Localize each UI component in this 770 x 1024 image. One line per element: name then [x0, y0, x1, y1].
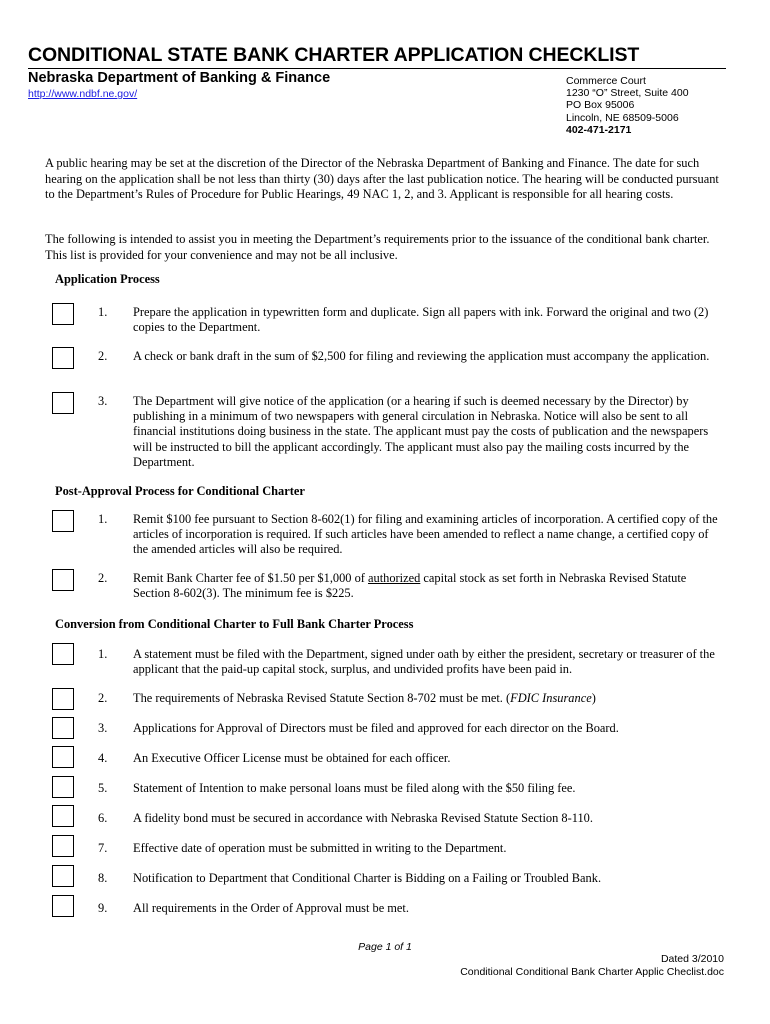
item-number: 9. [98, 901, 108, 915]
checkbox[interactable] [52, 510, 74, 532]
title-divider [28, 68, 726, 69]
document-filename: Conditional Conditional Bank Charter Applic Checlist.doc [460, 966, 724, 978]
item-number: 3. [98, 721, 108, 735]
item-number: 4. [98, 751, 108, 765]
intro-paragraph-hearing: A public hearing may be set at the discretion of the Director of the Nebraska Department of Banking and Finance. The date for such hearing on the application shall be not less than thirty (30) days after the last publication notice. The hearing will be conducted pursuant to the Department’s Rules of Procedure for Public Hearings, 49 NAC 1, 2, and 3. Applicant is responsible for all hearing costs. [45, 156, 719, 201]
department-url-link[interactable]: http://www.ndbf.ne.gov/ [28, 88, 138, 100]
item-number: 8. [98, 871, 108, 885]
section-heading-application-process: Application Process [55, 272, 160, 286]
item-text: Effective date of operation must be submitted in writing to the Department. [133, 841, 507, 855]
checkbox[interactable] [52, 569, 74, 591]
address-line-1: Commerce Court [566, 75, 646, 87]
item-text [133, 571, 718, 601]
section-heading-post-approval: Post-Approval Process for Conditional Charter [55, 484, 305, 498]
item-text: Applications for Approval of Directors must be filed and approved for each director on the Board. [133, 721, 619, 735]
address-line-2: 1230 “O” Street, Suite 400 [566, 87, 689, 100]
department-name: Nebraska Department of Banking & Finance [28, 70, 331, 86]
item-text: Statement of Intention to make personal loans must be filed along with the $50 filing fee. [133, 781, 576, 795]
address-block [566, 75, 689, 136]
item-number: 6. [98, 811, 108, 825]
item-number: 2. [98, 349, 108, 363]
item-number: 2. [98, 691, 108, 705]
item-number: 1. [98, 647, 108, 661]
phone-number: 402-471-2171 [566, 123, 632, 136]
item-text-part: The requirements of Nebraska Revised Statute Section 8-702 must be met. ( [133, 691, 511, 705]
page-number: Page 1 of 1 [358, 941, 412, 953]
item-text: Notification to Department that Conditional Charter is Bidding on a Failing or Troubled Bank. [133, 871, 602, 885]
item-number: 3. [98, 394, 108, 408]
checkbox[interactable] [52, 303, 74, 325]
item-text-part: capital stock as set forth in Nebraska Revised Statute Section 8-602(3). The minimum fee is $225. [133, 571, 687, 601]
checkbox[interactable] [52, 895, 74, 917]
item-text [133, 691, 718, 706]
item-text: Prepare the application in typewritten form and duplicate. Sign all papers with ink. Forward the original and two (2) copies to the Department. [133, 305, 709, 335]
item-number: 1. [98, 512, 108, 526]
checkbox[interactable] [52, 717, 74, 739]
item-number: 2. [98, 571, 108, 585]
underlined-term: authorized [368, 571, 421, 585]
item-text: An Executive Officer License must be obtained for each officer. [133, 751, 451, 765]
item-number: 7. [98, 841, 108, 855]
item-number: 1. [98, 305, 108, 319]
item-text: A statement must be filed with the Department, signed under oath by either the president, secretary or treasurer of the applicant that the paid-up capital stock, surplus, and undivided profits have been paid in. [133, 647, 715, 677]
item-text: A fidelity bond must be secured in accordance with Nebraska Revised Statute Section 8-110. [133, 811, 593, 825]
checkbox[interactable] [52, 865, 74, 887]
item-text: All requirements in the Order of Approval must be met. [133, 901, 409, 915]
checkbox[interactable] [52, 805, 74, 827]
address-line-3: PO Box 95006 [566, 99, 635, 112]
intro-paragraph-purpose: The following is intended to assist you in meeting the Department’s requirements prior to the issuance of the conditional bank charter. This list is provided for your convenience and may not be all inclusive. [45, 232, 710, 262]
item-text: A check or bank draft in the sum of $2,500 for filing and reviewing the application must accompany the application. [133, 349, 710, 363]
item-text: The Department will give notice of the application (or a hearing if such is deemed necessary by the Director) by publishing in a minimum of two newspapers with general circulation in Nebraska. Notice will also be sent to all financial institutions doing business in the state. The applicant must pay the costs of publication and the newspapers will be instructed to bill the applicant accordingly. The applicant must also pay the mailing costs incurred by the Department. [133, 394, 709, 469]
checkbox[interactable] [52, 835, 74, 857]
item-text: Remit $100 fee pursuant to Section 8-602(1) for filing and examining articles of incorporation. A certified copy of the articles of incorporation is required. If such articles have been amended to reflect a name change, a certified copy of the amended articles will also be required. [133, 512, 718, 557]
checkbox[interactable] [52, 347, 74, 369]
item-text-part: Remit Bank Charter fee of $1.50 per $1,000 of [133, 571, 369, 585]
document-title: CONDITIONAL STATE BANK CHARTER APPLICATION CHECKLIST [28, 44, 640, 66]
dated-label: Dated 3/2010 [660, 953, 724, 965]
checkbox[interactable] [52, 746, 74, 768]
section-heading-conversion: Conversion from Conditional Charter to Full Bank Charter Process [55, 617, 414, 631]
item-number: 5. [98, 781, 108, 795]
italic-term: FDIC Insurance [510, 691, 592, 705]
address-line-4: Lincoln, NE 68509-5006 [566, 111, 679, 124]
checkbox[interactable] [52, 688, 74, 710]
item-text-part: ) [591, 691, 596, 705]
checkbox[interactable] [52, 643, 74, 665]
checkbox[interactable] [52, 392, 74, 414]
checkbox[interactable] [52, 776, 74, 798]
